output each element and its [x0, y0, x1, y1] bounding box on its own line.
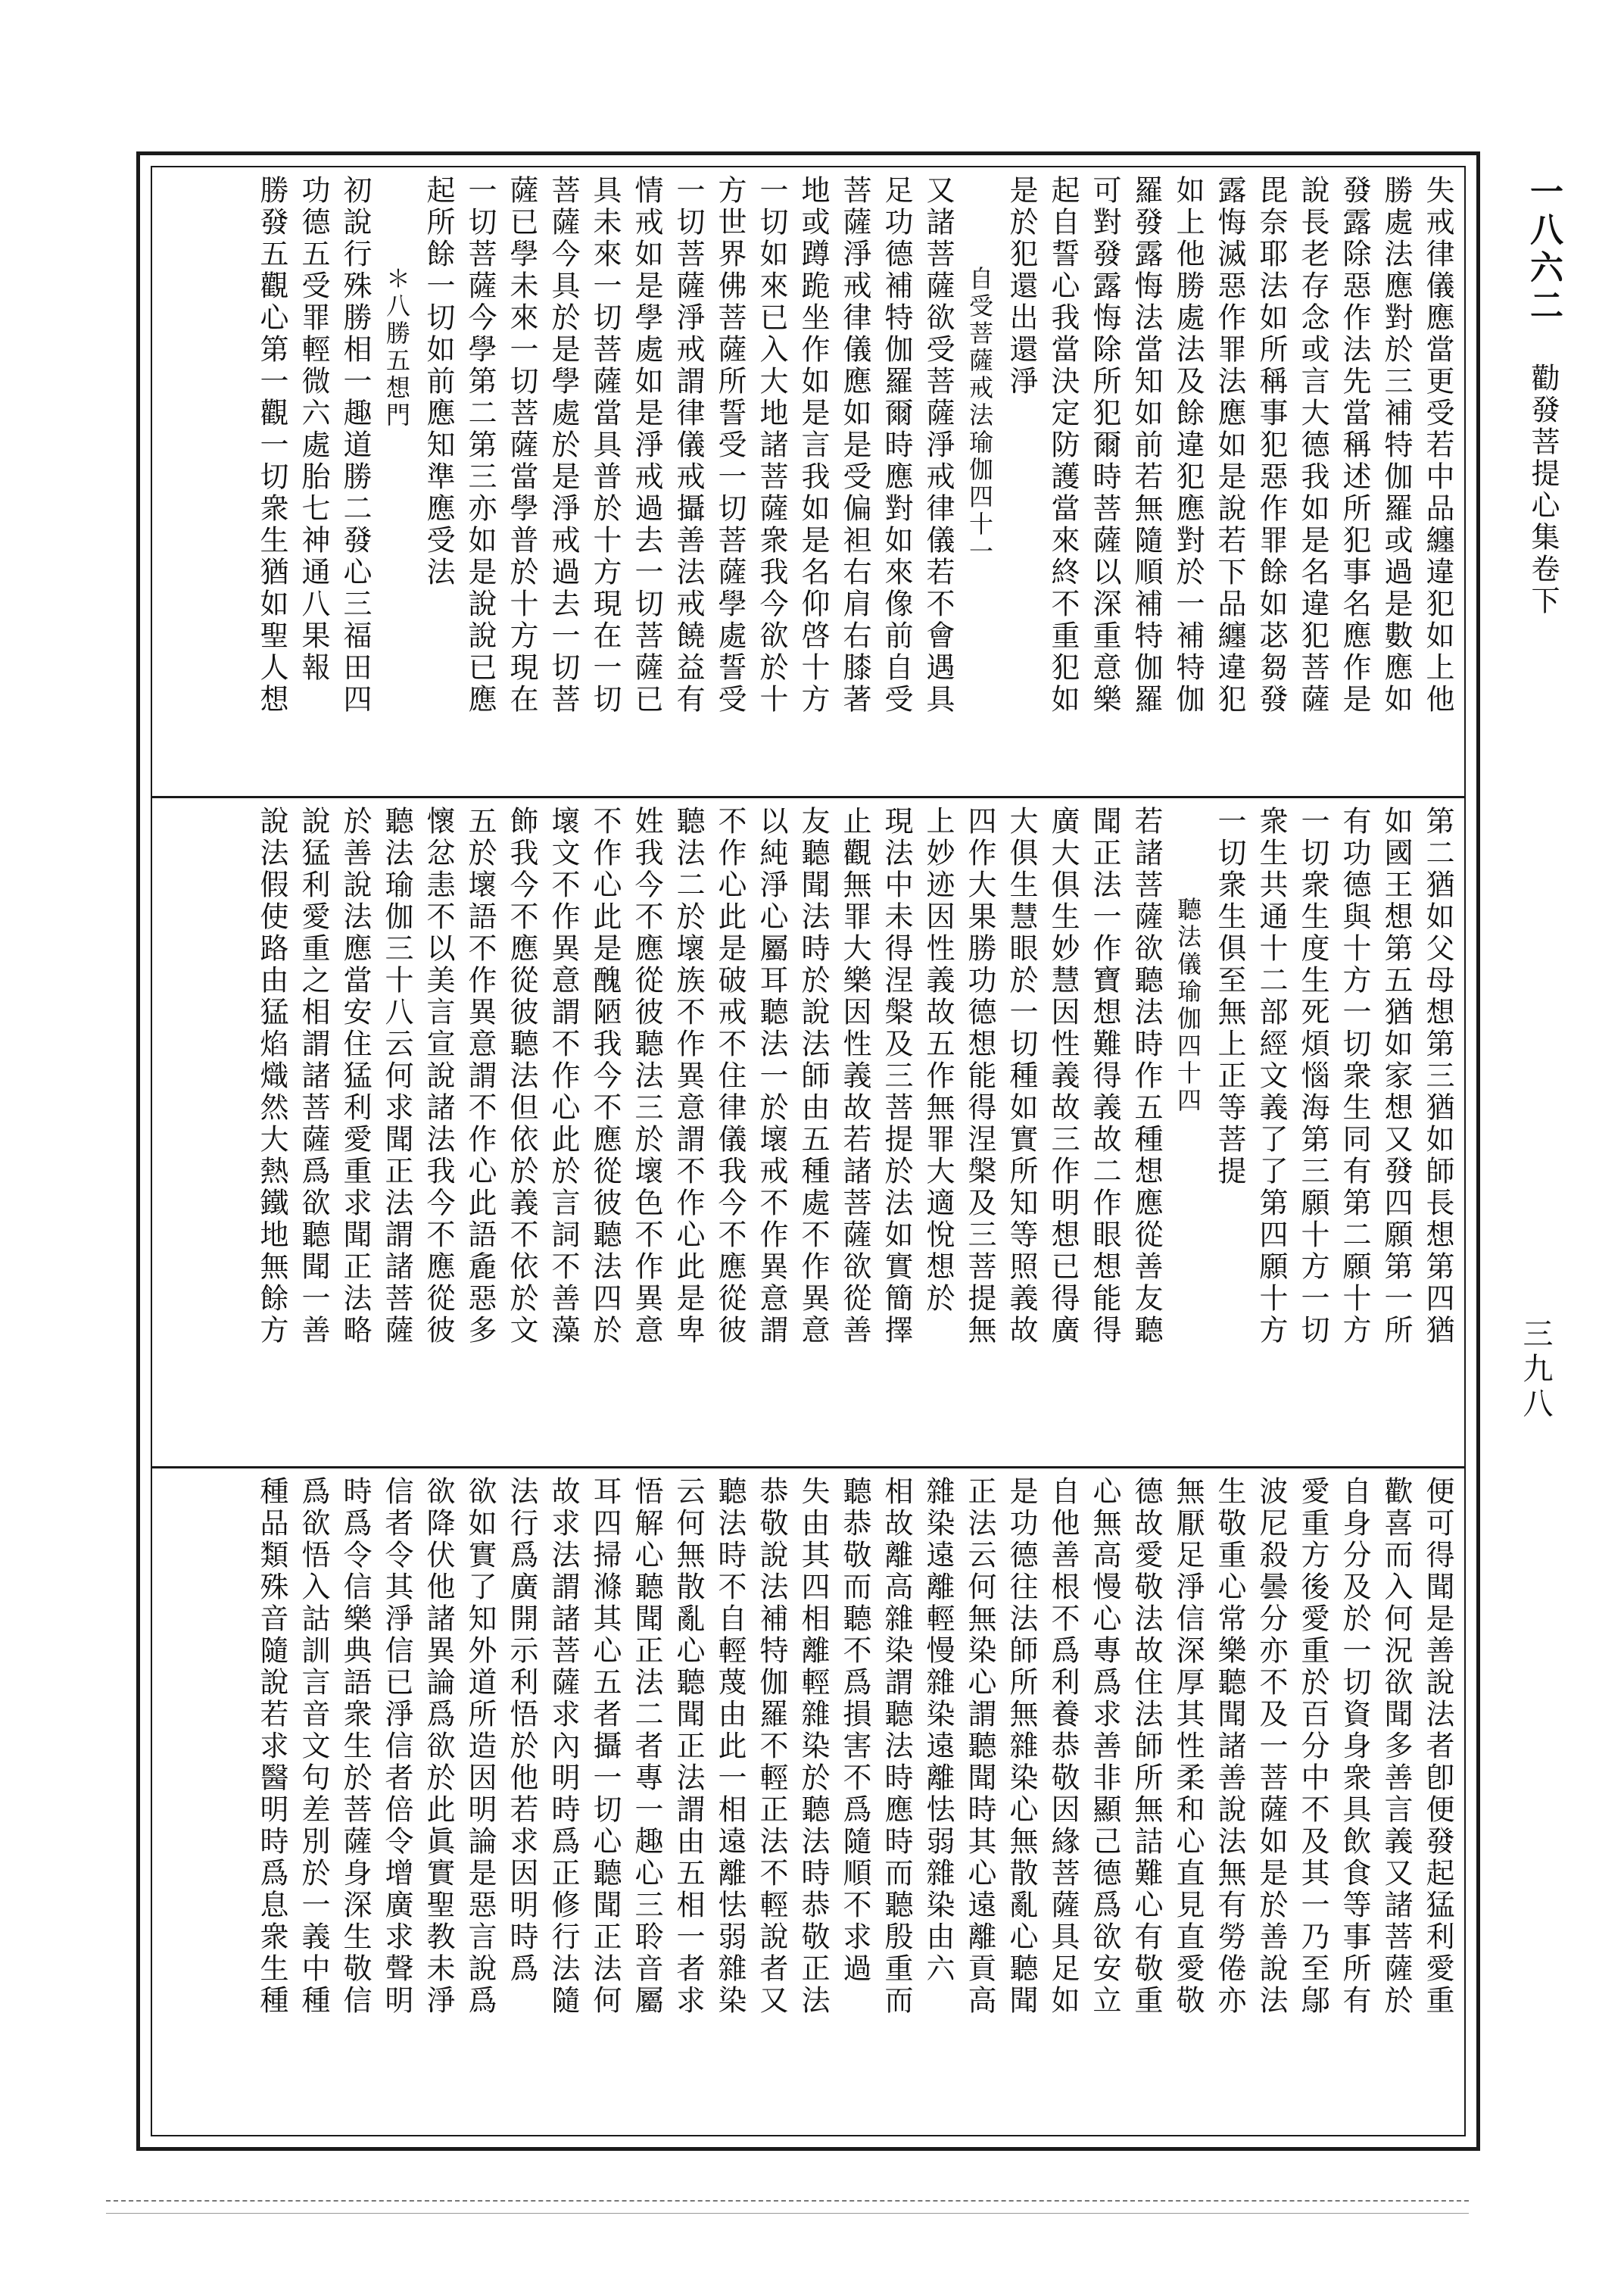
- text-column: 欲如實了知外道所造因明論是惡言說爲: [463, 1476, 497, 2017]
- text-column: 相故離高雜染謂聽法時應時而聽殷重而: [880, 1476, 913, 2017]
- text-column: 正法云何無染心謂聽聞時其心遠離貢高: [963, 1476, 996, 2017]
- right-margin-header: [1499, 174, 1567, 856]
- text-column: 聽法瑜伽三十八云何求聞正法謂諸菩薩: [380, 806, 413, 1347]
- text-column: 便可得聞是善說法者卽便發起猛利愛重: [1421, 1476, 1454, 2017]
- text-column: 起自誓心我當決定防護當來終不重犯如: [1046, 175, 1080, 716]
- text-column: 壞文不作異意謂不作心此於言詞不善藻: [547, 806, 580, 1347]
- text-column: 自身分及於一切資身衆具飲食等事所有: [1338, 1476, 1371, 2017]
- text-column: 又諸菩薩欲受菩薩淨戒律儀若不會遇具: [921, 175, 955, 716]
- text-column: 如上他勝處法及餘違犯應對於一補特伽: [1171, 175, 1205, 716]
- bottom-rule: [106, 2213, 1469, 2214]
- text-column: 薩已學未來一切菩薩當學普於十方現在: [505, 175, 538, 716]
- text-column: 止觀無罪大樂因性義故若諸菩薩欲從善: [838, 806, 871, 1347]
- text-column: 說猛利愛重之相謂諸菩薩爲欲聽聞一善: [297, 806, 330, 1347]
- text-column: 菩薩淨戒律儀應如是受偏袒右肩右膝著: [838, 175, 871, 716]
- text-column: 聽恭敬而聽不爲損害不爲隨順不求過: [838, 1476, 871, 1985]
- section-middle: [152, 796, 1464, 1443]
- book-title: 勸發菩提心集卷下: [1526, 363, 1560, 617]
- text-column: 一切菩薩淨戒謂律儀戒攝善法戒饒益有: [672, 175, 705, 716]
- text-column: 聞正法一作寶想難得義故二作眼想能得: [1088, 806, 1121, 1347]
- text-column: 德故愛敬法故住法師所無詰難心有敬重: [1130, 1476, 1163, 2017]
- text-column: 無厭足淨信深厚其性柔和心直見直愛敬: [1171, 1476, 1205, 2017]
- text-column: 說法假使路由猛焰熾然大熱鐵地無餘方: [255, 806, 288, 1347]
- text-column: 具未來一切菩薩當具普於十方現在一切: [588, 175, 622, 716]
- text-column: 毘奈耶法如所稱事犯惡作罪餘如苾芻發: [1255, 175, 1288, 716]
- text-column: 波尼殺曇分亦不及一菩薩如是於善說法: [1255, 1476, 1288, 2017]
- text-column: 足功德補特伽羅爾時應對如來像前自受: [880, 175, 913, 716]
- text-column: 一切衆生度生死煩惱海第三願十方一切: [1296, 806, 1329, 1347]
- text-column: 四作大果勝功德想能得涅槃及三菩提無: [963, 806, 996, 1347]
- text-column: 起所餘一切如前應知準應受法: [422, 175, 455, 588]
- text-column: 失戒律儀應當更受若中品纏違犯如上他: [1421, 175, 1454, 716]
- text-column: 一切如來已入大地諸菩薩衆我今欲於十: [755, 175, 788, 716]
- text-column: 愛重方後愛重於百分中不及其一乃至鄔: [1296, 1476, 1329, 2017]
- page-number-outer: 一八六二: [1524, 174, 1563, 326]
- text-column: 聽法時不自輕蔑由此一相遠離怯弱雜染: [713, 1476, 747, 2017]
- text-column: 失由其四相離輕雜染於聽法時恭敬正法: [796, 1476, 830, 2017]
- text-column: 一切菩薩今學第二第三亦如是說說已應: [463, 175, 497, 716]
- text-column: 以純淨心屬耳聽法一於壞戒不作異意謂: [755, 806, 788, 1347]
- text-column: 姓我今不應從彼聽法三於壞色不作異意: [630, 806, 663, 1347]
- page-number-inner: 三九八: [1518, 1318, 1553, 1422]
- text-column: 聽法二於壞族不作異意謂不作心此是卑: [672, 806, 705, 1347]
- page-frame-inner: [151, 166, 1466, 2136]
- text-column: 聽法儀瑜伽四十四: [1174, 897, 1202, 1115]
- section-upper: [152, 175, 1464, 781]
- text-column: 可對發露悔除所犯爾時菩薩以深重意樂: [1088, 175, 1121, 716]
- text-column: 初說行殊勝相一趣道勝二發心三福田四: [338, 175, 372, 716]
- text-column: 云何無散亂心聽聞正法謂由五相一者求: [672, 1476, 705, 2017]
- text-column: 自受菩薩戒法瑜伽四十一: [965, 266, 994, 566]
- text-column: 恭敬說法補特伽羅不輕正法不輕說者又: [755, 1476, 788, 2017]
- text-column: 歡喜而入何況欲聞多善言義又諸菩薩於: [1379, 1476, 1413, 2017]
- text-column: 上妙迹因性義故五作無罪大適悅想於: [921, 806, 955, 1315]
- text-column: 情戒如是學處如是淨戒過去一切菩薩已: [630, 175, 663, 716]
- text-column: 是功德往法師所無雜染心無散亂心聽聞: [1005, 1476, 1038, 2017]
- text-column: 菩薩今具於是學處於是淨戒過去一切菩: [547, 175, 580, 716]
- text-column: 說長老存念或言大德我如是名違犯菩薩: [1296, 175, 1329, 716]
- text-column: 一切衆生俱至無上正等菩提: [1213, 806, 1246, 1187]
- text-column: 羅發露悔法當知如前若無隨順補特伽羅: [1130, 175, 1163, 716]
- text-column: 故求法謂諸菩薩求內明時爲正修行法隨: [547, 1476, 580, 2017]
- text-column: 於善說法應當安住猛利愛重求聞正法略: [338, 806, 372, 1347]
- text-column: 勝發五觀心第一觀一切衆生猶如聖人想: [255, 175, 288, 716]
- text-column: 信者令其淨信已淨信者倍令增廣求聲明: [380, 1476, 413, 2017]
- text-column: 有功德與十方一切衆生同有第二願十方: [1338, 806, 1371, 1347]
- text-column: 爲欲悟入詁訓言音文句差別於一義中種: [297, 1476, 330, 2017]
- text-column: 發露除惡作法先當稱述所犯事名應作是: [1338, 175, 1371, 716]
- text-column: 是於犯還出還淨: [1005, 175, 1038, 398]
- section-lower: [152, 1466, 1464, 2148]
- text-column: 生敬重心常樂聽聞諸善說法無有勞倦亦: [1213, 1476, 1246, 2017]
- text-column: 功德五受罪輕微六處胎七神通八果報: [297, 175, 330, 684]
- text-column: 地或蹲跪坐作如是言我如是名仰啓十方: [796, 175, 830, 716]
- text-column: 欲降伏他諸異論爲欲於此眞實聖教未淨: [422, 1476, 455, 2017]
- text-column: 勝處法應對於三補特伽羅或過是數應如: [1379, 175, 1413, 716]
- text-column: 自他善根不爲利養恭敬因緣菩薩具足如: [1046, 1476, 1080, 2017]
- text-column: 懷忿恚不以美言宣說諸法我今不應從彼: [422, 806, 455, 1347]
- text-column: 衆生共通十二部經文義了了第四願十方: [1255, 806, 1288, 1347]
- text-column: 不作心此是醜陋我今不應從彼聽法四於: [588, 806, 622, 1347]
- text-column: 種品類殊音隨說若求醫明時爲息衆生種: [255, 1476, 288, 2017]
- text-column: 廣大俱生妙慧因性義故三作明想已得廣: [1046, 806, 1080, 1347]
- text-column: 心無高慢心專爲求善非顯己德爲欲安立: [1088, 1476, 1121, 2017]
- text-column: 飾我今不應從彼聽法但依於義不依於文: [505, 806, 538, 1347]
- text-column: 法行爲廣開示利悟於他若求因明時爲: [505, 1476, 538, 1985]
- text-column: 友聽聞法時於說法師由五種處不作異意: [796, 806, 830, 1347]
- text-column: 耳四掃滌其心五者攝一切心聽聞正法何: [588, 1476, 622, 2017]
- text-column: 露悔滅惡作罪法應如是說若下品纏違犯: [1213, 175, 1246, 716]
- text-column: 不作心此是破戒不住律儀我今不應從彼: [713, 806, 747, 1347]
- text-column: 大俱生慧眼於一切種如實所知等照義故: [1005, 806, 1038, 1347]
- text-column: 第二猶如父母想第三猶如師長想第四猶: [1421, 806, 1454, 1347]
- text-column: 悟解心聽聞正法二者專一趣心三聆音屬: [630, 1476, 663, 2017]
- text-column: 如國王想第五猶如家想又發四願第一所: [1379, 806, 1413, 1347]
- text-column: 若諸菩薩欲聽法時作五種想應從善友聽: [1130, 806, 1163, 1347]
- page-frame: [136, 151, 1480, 2151]
- bottom-rule: [106, 2200, 1469, 2202]
- text-column: 方世界佛菩薩所誓受一切菩薩學處誓受: [713, 175, 747, 716]
- text-column: 雜染遠離輕慢雜染遠離怯弱雜染由六: [921, 1476, 955, 1985]
- text-column: ＊八勝五想門: [382, 266, 411, 429]
- text-column: 時爲令信樂典語衆生於菩薩身深生敬信: [338, 1476, 372, 2017]
- text-column: 現法中未得涅槃及三菩提於法如實簡擇: [880, 806, 913, 1347]
- text-column: 五於壞語不作異意謂不作心此語麁惡多: [463, 806, 497, 1347]
